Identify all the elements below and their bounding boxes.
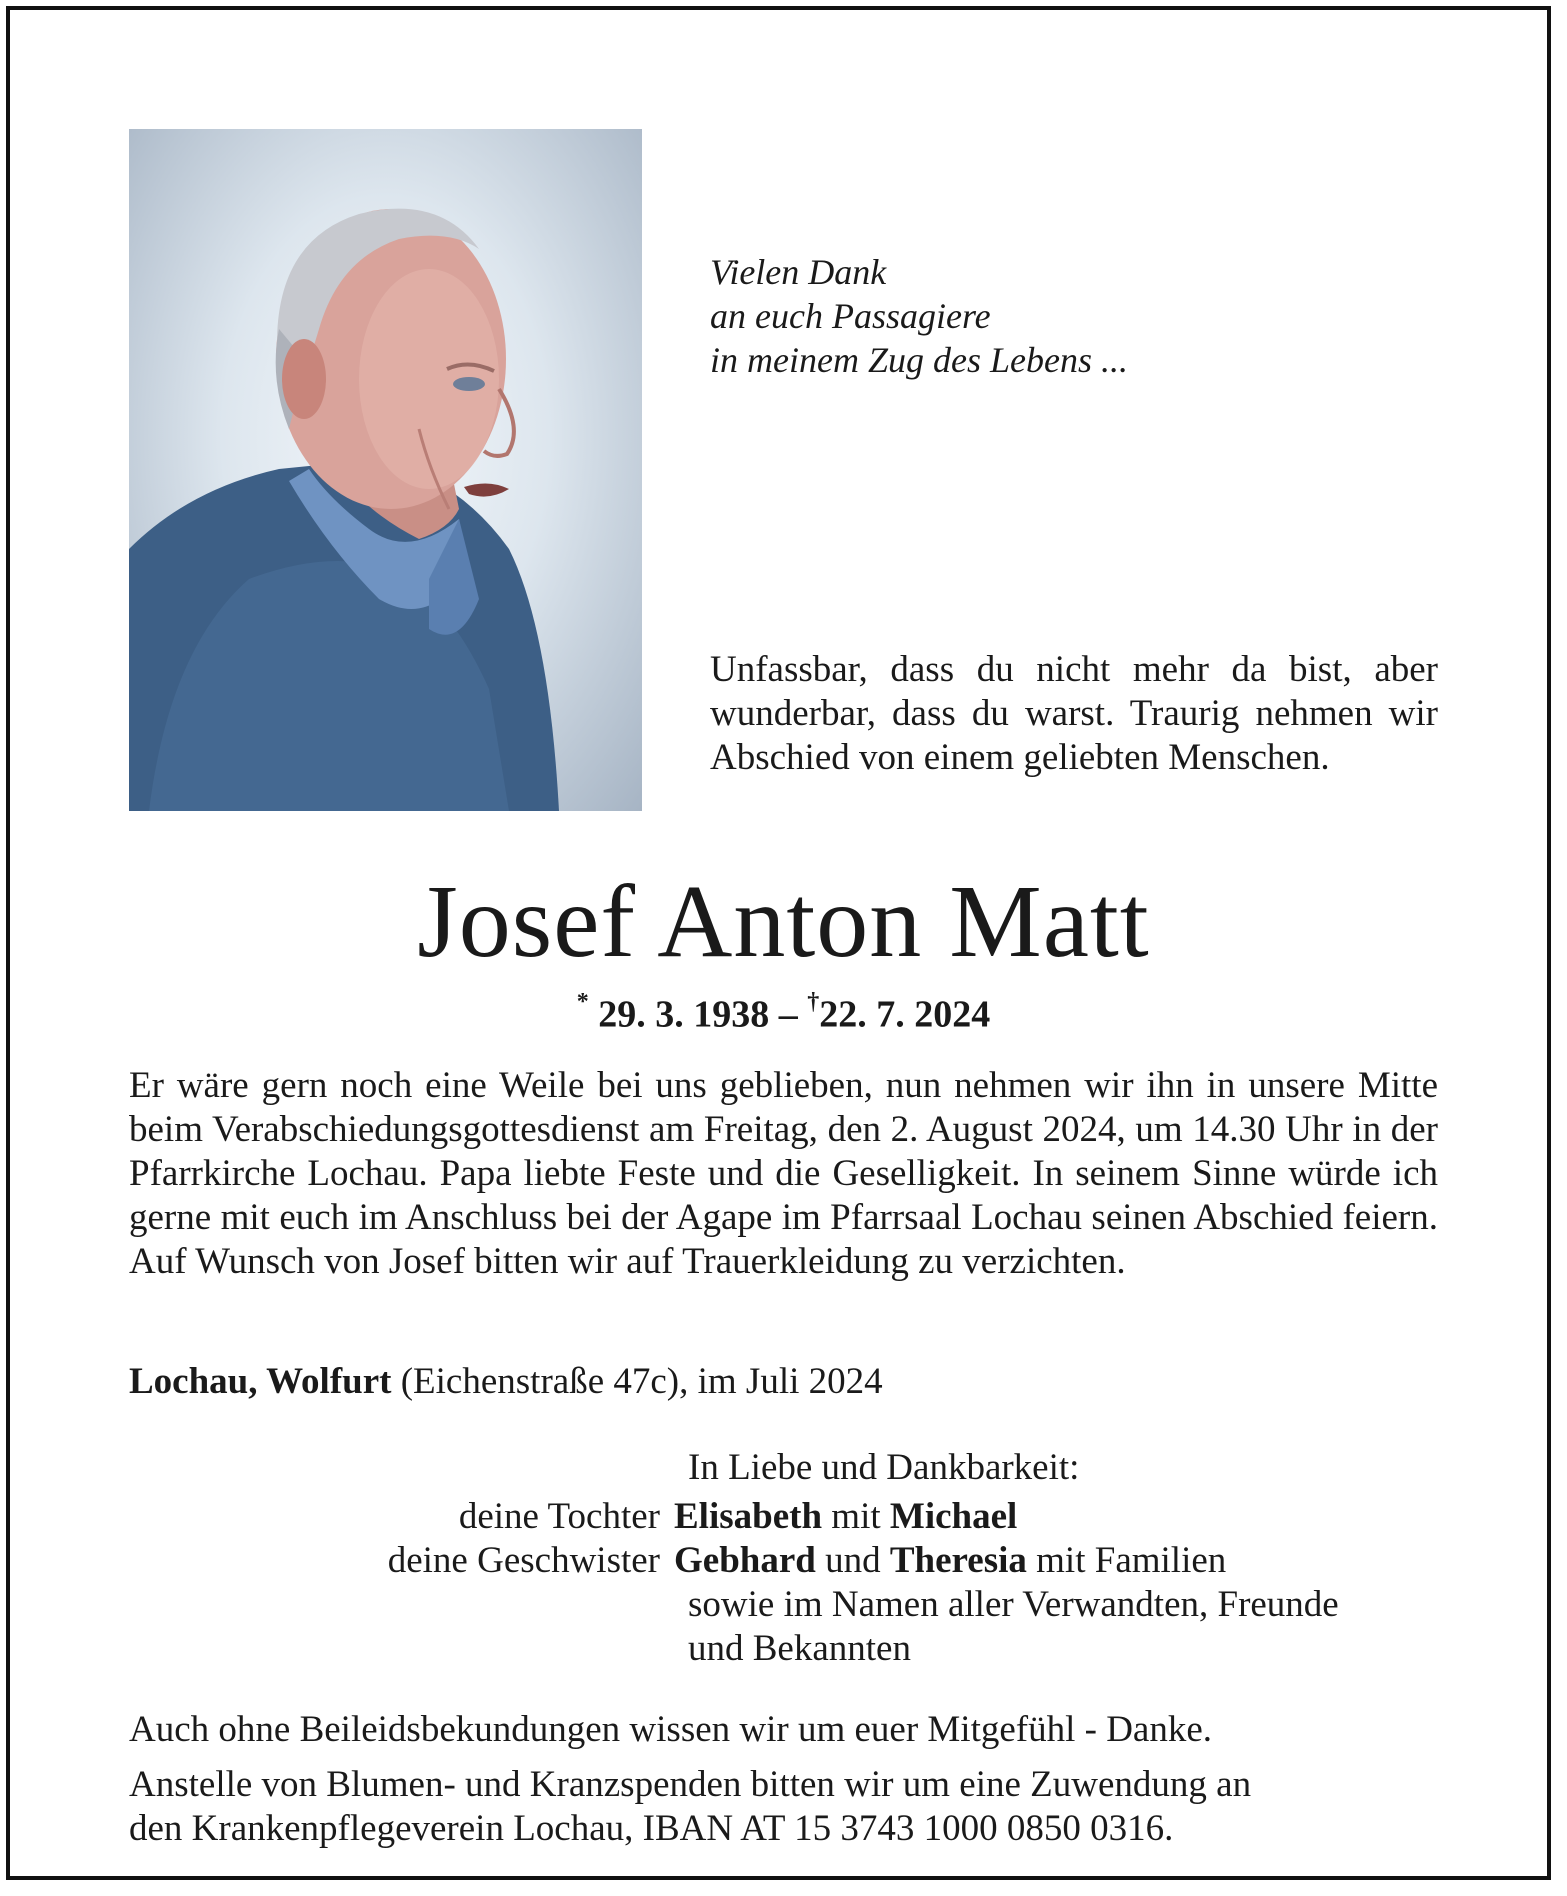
poem-line: Vielen Dank — [710, 252, 887, 292]
place-date-line — [129, 1360, 883, 1404]
mourner-row — [129, 1495, 1449, 1539]
death-symbol: † — [807, 989, 820, 1015]
intro-paragraph: Unfassbar, dass du nicht mehr da bist, aber wunderbar, dass du warst. Traurig nehmen wir Abschied von einem geliebten Menschen. — [710, 649, 1438, 778]
birth-date: 29. 3. 1938 — [598, 993, 770, 1036]
mourner-name: Gebhard — [674, 1540, 816, 1581]
condolence-note: Auch ohne Beileidsbekundungen wissen wir um euer Mitgefühl - Danke. — [129, 1709, 1213, 1750]
place-towns: Lochau, Wolfurt — [129, 1361, 392, 1402]
life-dates — [0, 980, 1567, 1041]
mourner-joiner: und — [825, 1540, 881, 1581]
mourner-joiner: mit — [831, 1496, 881, 1537]
mourner-name: Theresia — [889, 1540, 1027, 1581]
portrait-photo — [129, 129, 642, 811]
death-date: 22. 7. 2024 — [819, 993, 991, 1036]
mourner-names — [674, 1539, 1226, 1583]
date-separator: – — [778, 993, 798, 1036]
poem-line: an euch Passagiere — [710, 296, 991, 336]
mourner-extra: und Bekannten — [688, 1628, 911, 1669]
poem-quote — [710, 250, 1128, 382]
place-address: (Eichenstraße 47c), im Juli 2024 — [400, 1361, 883, 1402]
deceased-name: Josef Anton Matt — [417, 864, 1150, 979]
mourners-list — [129, 1495, 1449, 1671]
mourner-name: Michael — [889, 1496, 1018, 1537]
poem-line: in meinem Zug des Lebens ... — [710, 340, 1128, 380]
mourner-extra: sowie im Namen aller Verwandten, Freunde — [688, 1584, 1339, 1625]
birth-symbol: * — [576, 989, 589, 1015]
mourner-role: deine Geschwister — [387, 1540, 660, 1581]
mourner-row — [129, 1539, 1449, 1583]
donation-note — [129, 1763, 1438, 1851]
love-line: In Liebe und Dankbarkeit: — [688, 1447, 1080, 1488]
service-announcement: Er wäre gern noch eine Weile bei uns geblieben, nun nehmen wir ihn in unsere Mitte beim Verabschiedungsgottesdienst am Freitag, den 2. August 2024, um 14.30 Uhr in der Pfarrkirche Lochau. Papa liebte Feste und die Geselligkeit. In seinem Sinne würde ich gerne mit euch im Anschluss bei der Agape im Pfarrsaal Lochau seinen Abschied feiern. Auf Wunsch von Josef bitten wir auf Trauerkleidung zu verzichten. — [129, 1065, 1438, 1282]
mourner-suffix: mit Familien — [1036, 1540, 1227, 1581]
mourner-names — [674, 1495, 1017, 1539]
mourner-role: deine Tochter — [458, 1496, 660, 1537]
mourner-name: Elisabeth — [674, 1496, 823, 1537]
donation-line: den Krankenpflegeverein Lochau, IBAN AT 15 3743 1000 0850 0316. — [129, 1808, 1174, 1849]
donation-line: Anstelle von Blumen- und Kranzspenden bitten wir um eine Zuwendung an — [129, 1764, 1252, 1805]
